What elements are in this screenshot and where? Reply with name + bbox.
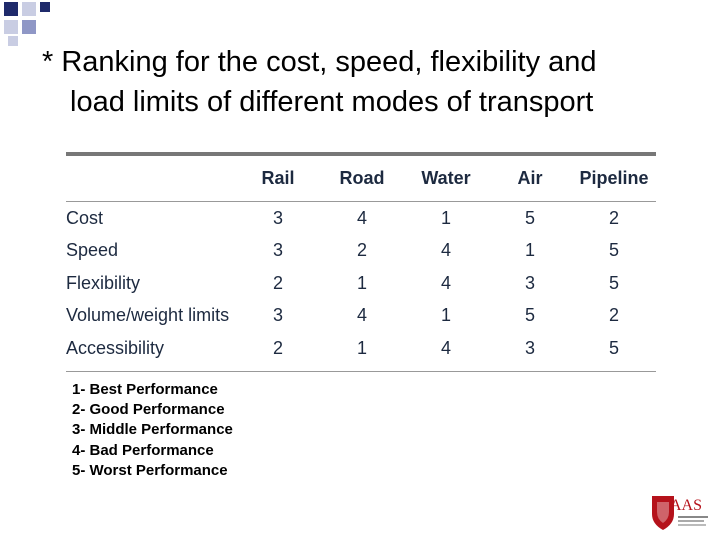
table-cell: 5 (608, 337, 619, 358)
table-cell: 5 (608, 272, 619, 293)
table-cell: 1 (356, 272, 367, 293)
table-bottom-rule (66, 371, 656, 372)
header-air: Air (517, 167, 543, 188)
table-cell: 3 (524, 272, 535, 293)
header-water: Water (421, 167, 471, 188)
table-header-row (66, 156, 656, 200)
legend-item: 3- Middle Performance (72, 421, 233, 439)
logo-text: AAS (670, 497, 703, 514)
legend-item: 1- Best Performance (72, 381, 218, 398)
table-cell: 4 (356, 207, 367, 228)
ranking-legend (72, 380, 233, 481)
table-cell: 1 (440, 207, 451, 228)
row-label: Cost (66, 207, 104, 228)
table-cell: 4 (440, 240, 451, 261)
table-row (66, 202, 656, 235)
logo-shield-icon (648, 492, 712, 532)
table-cell: 2 (356, 240, 367, 261)
table-cell: 5 (608, 240, 619, 261)
table-cell: 4 (440, 337, 451, 358)
table-cell: 4 (356, 305, 367, 326)
table-cell: 3 (272, 207, 283, 228)
table-cell: 5 (524, 305, 535, 326)
title-line-2: load limits of different modes of transport (70, 86, 594, 118)
header-rail: Rail (261, 167, 295, 188)
table-cell: 2 (608, 305, 619, 326)
table-cell: 1 (524, 240, 535, 261)
table-row (66, 332, 656, 365)
legend-item: 2- Good Performance (72, 401, 225, 419)
table-cell: 4 (440, 272, 451, 293)
slide-title (42, 42, 682, 122)
header-road: Road (339, 167, 385, 188)
table-cell: 2 (272, 337, 283, 358)
row-label: Flexibility (66, 272, 141, 293)
row-label: Accessibility (66, 337, 165, 358)
aas-logo (648, 492, 712, 532)
header-corner (66, 156, 236, 200)
table-cell: 3 (272, 240, 283, 261)
ranking-table (66, 156, 656, 365)
ranking-table-container (66, 152, 656, 372)
table-cell: 3 (524, 337, 535, 358)
table-cell: 1 (440, 305, 451, 326)
table-cell: 2 (272, 272, 283, 293)
table-cell: 2 (608, 207, 619, 228)
row-label: Speed (66, 240, 119, 261)
legend-item: 5- Worst Performance (72, 461, 228, 479)
table-row (66, 267, 656, 300)
title-line-1: * Ranking for the cost, speed, flexibility and (42, 46, 597, 78)
row-label: Volume/weight limits (66, 305, 230, 326)
table-cell: 3 (272, 305, 283, 326)
table-cell: 1 (356, 337, 367, 358)
legend-item: 4- Bad Performance (72, 441, 214, 459)
table-row (66, 235, 656, 268)
table-row (66, 300, 656, 333)
corner-decoration (0, 0, 60, 48)
header-pipeline: Pipeline (579, 167, 649, 188)
table-cell: 5 (524, 207, 535, 228)
